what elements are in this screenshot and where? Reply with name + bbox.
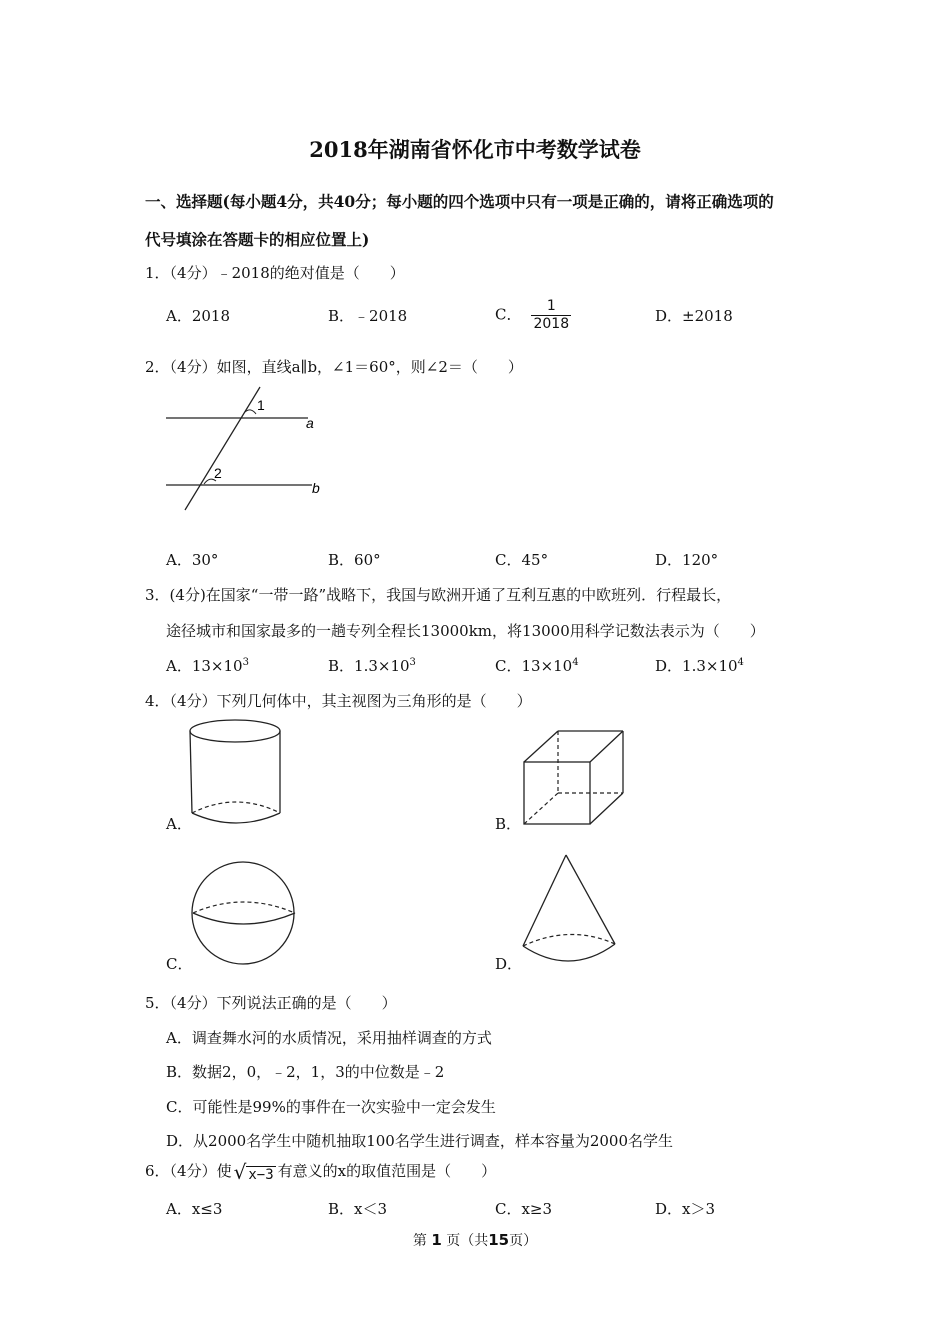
fraction-denominator: 2018 (533, 316, 570, 332)
question-5-stem: 5．（4分）下列说法正确的是（ ） (145, 994, 397, 1012)
q3-option-a (166, 655, 249, 676)
transversal-line (185, 387, 260, 510)
footer-page-number: 1 (431, 1231, 442, 1249)
q1-option-a: A．2018 (166, 307, 231, 325)
footer-middle: 页（共 (446, 1233, 489, 1249)
question-6-stem-prefix: 6．（4分）使 (145, 1162, 232, 1180)
question-3-stem-line1: 3．(4分)在国家“一带一路”战略下，我国与欧洲开通了互利互惠的中欧班列．行程最长， (145, 586, 732, 604)
q1-option-c-label: C． (495, 305, 522, 324)
q5-option-c: C．可能性是99%的事件在一次实验中一定会发生 (166, 1098, 496, 1116)
q4-option-b: B． (495, 815, 522, 833)
q2-option-a: A．30° (166, 551, 219, 569)
section-heading-line1: 一、选择题(每小题4分，共40分；每小题的四个选项中只有一项是正确的，请将正确选项的 (145, 192, 774, 211)
square-root-expression (234, 1160, 276, 1184)
q3-option-d (655, 655, 744, 676)
q3-option-c-exponent: 4 (572, 657, 579, 668)
q6-option-a: A．x≤3 (166, 1200, 223, 1218)
angle-2-label: 2 (214, 465, 222, 481)
cone-icon (520, 852, 620, 967)
question-1-stem: 1．（4分）﹣2018的绝对值是（ ） (145, 264, 405, 282)
q3-option-a-base: A．13×10 (166, 657, 243, 675)
q4-option-c: C． (166, 955, 193, 973)
q1-option-c (495, 298, 571, 333)
q3-option-b-base: B．1.3×10 (328, 657, 410, 675)
line-a-label: a (306, 415, 314, 431)
q4-option-d: D． (495, 955, 523, 973)
q1-option-d: D．±2018 (655, 307, 733, 325)
q6-option-d: D．x＞3 (655, 1200, 716, 1218)
q3-option-c-base: C．13×10 (495, 657, 573, 675)
q6-option-c: C．x≥3 (495, 1200, 553, 1218)
q1-option-b: B．﹣2018 (328, 307, 408, 325)
page-title: 2018年湖南省怀化市中考数学试卷 (309, 137, 641, 162)
page-footer (0, 1230, 950, 1250)
footer-prefix: 第 (412, 1233, 427, 1249)
sphere-icon (190, 860, 302, 968)
q3-option-d-exponent: 4 (737, 657, 744, 668)
q3-option-a-exponent: 3 (242, 657, 249, 668)
q5-option-d: D．从2000名学生中随机抽取100名学生进行调查，样本容量为2000名学生 (166, 1132, 674, 1150)
q5-option-a: A．调查舞水河的水质情况，采用抽样调查的方式 (166, 1029, 492, 1047)
cylinder-icon (188, 718, 288, 828)
footer-total-pages: 15 (488, 1231, 510, 1249)
radical-sign-icon: √ (233, 1160, 247, 1184)
fraction-numerator: 1 (546, 298, 556, 314)
q5-option-b: B．数据2，0，﹣2，1，3的中位数是﹣2 (166, 1063, 445, 1081)
footer-suffix: 页） (509, 1233, 538, 1249)
q4-option-a: A． (166, 815, 192, 833)
q3-option-d-base: D．1.3×10 (655, 657, 738, 675)
q2-option-d: D．120° (655, 551, 719, 569)
q3-option-b (328, 655, 416, 676)
line-b-label: b (312, 480, 320, 496)
q2-option-c: C．45° (495, 551, 549, 569)
angle-1-arc (245, 410, 256, 414)
question-3-stem-line2: 途径城市和国家最多的一趟专列全程长13000km，将13000用科学记数法表示为（ ） (166, 622, 765, 640)
q3-option-c (495, 655, 579, 676)
question-6-stem-suffix: 有意义的x的取值范围是（ ） (277, 1162, 497, 1180)
section-heading-line2: 代号填涂在答题卡的相应位置上) (145, 230, 370, 249)
q3-option-b-exponent: 3 (409, 657, 416, 668)
q2-option-b: B．60° (328, 551, 381, 569)
parallel-lines-figure (160, 385, 335, 515)
radicand: x−3 (248, 1167, 274, 1183)
question-4-stem: 4．（4分）下列几何体中，其主视图为三角形的是（ ） (145, 692, 532, 710)
angle-1-label: 1 (257, 397, 265, 413)
fraction (531, 298, 571, 333)
cube-icon (520, 728, 630, 828)
q6-option-b: B．x＜3 (328, 1200, 388, 1218)
question-6-stem (145, 1160, 496, 1184)
question-2-stem: 2．（4分）如图，直线a∥b，∠1＝60°，则∠2＝（ ） (145, 358, 523, 376)
